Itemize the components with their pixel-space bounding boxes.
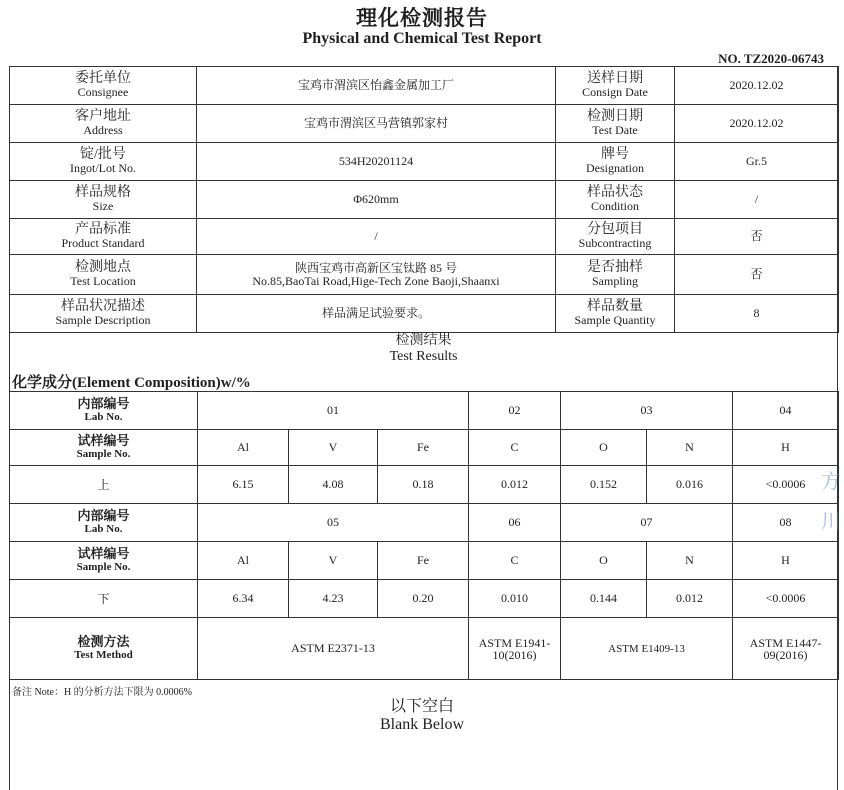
sample-id: 下 — [10, 580, 198, 618]
blank-below: 以下空白 Blank Below — [380, 698, 464, 733]
quantity-value: 8 — [675, 295, 839, 333]
address-value: 宝鸡市渭滨区马营镇郭家村 — [197, 105, 556, 143]
value-cell: 6.15 — [198, 466, 289, 504]
element-header: N — [647, 430, 733, 466]
element-header: O — [561, 542, 647, 580]
element-header: Fe — [378, 542, 469, 580]
lab-no-label: 内部编号 Lab No. — [10, 392, 198, 430]
element-header: C — [469, 430, 561, 466]
value-cell: 0.20 — [378, 580, 469, 618]
element-header: H — [733, 542, 839, 580]
consignee-label: 委托单位 Consignee — [10, 67, 197, 105]
test-method-cell: ASTM E1941-10(2016) — [469, 618, 561, 680]
lab-no-cell: 03 — [561, 392, 733, 430]
sampling-label: 是否抽样 Sampling — [556, 255, 675, 295]
footnote: 备注 Note：H 的分析方法下限为 0.0006% — [12, 687, 192, 698]
composition-title: 化学成分(Element Composition)w/% — [12, 375, 251, 391]
report-title-cn: 理化检测报告 — [356, 6, 488, 30]
size-value: Φ620mm — [197, 181, 556, 219]
lab-no-cell: 05 — [198, 504, 469, 542]
lab-no-cell: 01 — [198, 392, 469, 430]
value-cell: 4.08 — [289, 466, 378, 504]
condition-value: / — [675, 181, 839, 219]
element-header: V — [289, 542, 378, 580]
element-header: O — [561, 430, 647, 466]
value-cell: 6.34 — [198, 580, 289, 618]
report-number: NO. TZ2020-06743 — [718, 51, 824, 66]
lab-no-cell: 07 — [561, 504, 733, 542]
value-cell: <0.0006 — [733, 580, 839, 618]
info-table — [9, 66, 839, 333]
lab-no-cell: 08 — [733, 504, 839, 542]
value-cell: 0.144 — [561, 580, 647, 618]
value-cell: 0.152 — [561, 466, 647, 504]
standard-value: / — [197, 219, 556, 255]
value-cell: 0.012 — [647, 580, 733, 618]
report-title-en: Physical and Chemical Test Report — [302, 30, 542, 47]
designation-label: 牌号 Designation — [556, 143, 675, 181]
lab-no-cell: 04 — [733, 392, 839, 430]
lot-label: 锭/批号 Ingot/Lot No. — [10, 143, 197, 181]
sample-no-label: 试样编号 Sample No. — [10, 430, 198, 466]
test-method-cell: ASTM E1409-13 — [561, 618, 733, 680]
sample-id: 上 — [10, 466, 198, 504]
designation-value: Gr.5 — [675, 143, 839, 181]
element-header: H — [733, 430, 839, 466]
value-cell: 0.012 — [469, 466, 561, 504]
element-header: C — [469, 542, 561, 580]
value-cell: 0.18 — [378, 466, 469, 504]
element-header: Fe — [378, 430, 469, 466]
quantity-label: 样品数量 Sample Quantity — [556, 295, 675, 333]
lab-no-cell: 02 — [469, 392, 561, 430]
composition-table — [9, 391, 839, 680]
element-header: Al — [198, 430, 289, 466]
test-date-value: 2020.12.02 — [675, 105, 839, 143]
test-date-label: 检测日期 Test Date — [556, 105, 675, 143]
condition-label: 样品状态 Condition — [556, 181, 675, 219]
test-method-label: 检测方法 Test Method — [10, 618, 198, 680]
lab-no-cell: 06 — [469, 504, 561, 542]
description-value: 样品满足试验要求。 — [197, 295, 556, 333]
consignee-value: 宝鸡市渭滨区怡鑫金属加工厂 — [197, 67, 556, 105]
test-method-cell: ASTM E1447-09(2016) — [733, 618, 839, 680]
standard-label: 产品标准 Product Standard — [10, 219, 197, 255]
element-header: Al — [198, 542, 289, 580]
address-label: 客户地址 Address — [10, 105, 197, 143]
subcontracting-value: 否 — [675, 219, 839, 255]
consign-date-value: 2020.12.02 — [675, 67, 839, 105]
stamp-mark: 方 川 — [821, 471, 841, 533]
sampling-value: 否 — [675, 255, 839, 295]
lab-no-label: 内部编号 Lab No. — [10, 504, 198, 542]
size-label: 样品规格 Size — [10, 181, 197, 219]
subcontracting-label: 分包项目 Subcontracting — [556, 219, 675, 255]
value-cell: <0.0006 — [733, 466, 839, 504]
description-label: 样品状况描述 Sample Description — [10, 295, 197, 333]
lot-value: 534H20201124 — [197, 143, 556, 181]
test-results-heading: 检测结果 Test Results — [389, 333, 458, 364]
test-method-cell: ASTM E2371-13 — [198, 618, 469, 680]
value-cell: 4.23 — [289, 580, 378, 618]
value-cell: 0.016 — [647, 466, 733, 504]
element-header: V — [289, 430, 378, 466]
value-cell: 0.010 — [469, 580, 561, 618]
consign-date-label: 送样日期 Consign Date — [556, 67, 675, 105]
sample-no-label: 试样编号 Sample No. — [10, 542, 198, 580]
location-label: 检测地点 Test Location — [10, 255, 197, 295]
location-value: 陕西宝鸡市高新区宝钛路 85 号 No.85,BaoTai Road,Hige-Tech Zone Baoji,Shaanxi — [197, 255, 556, 295]
element-header: N — [647, 542, 733, 580]
